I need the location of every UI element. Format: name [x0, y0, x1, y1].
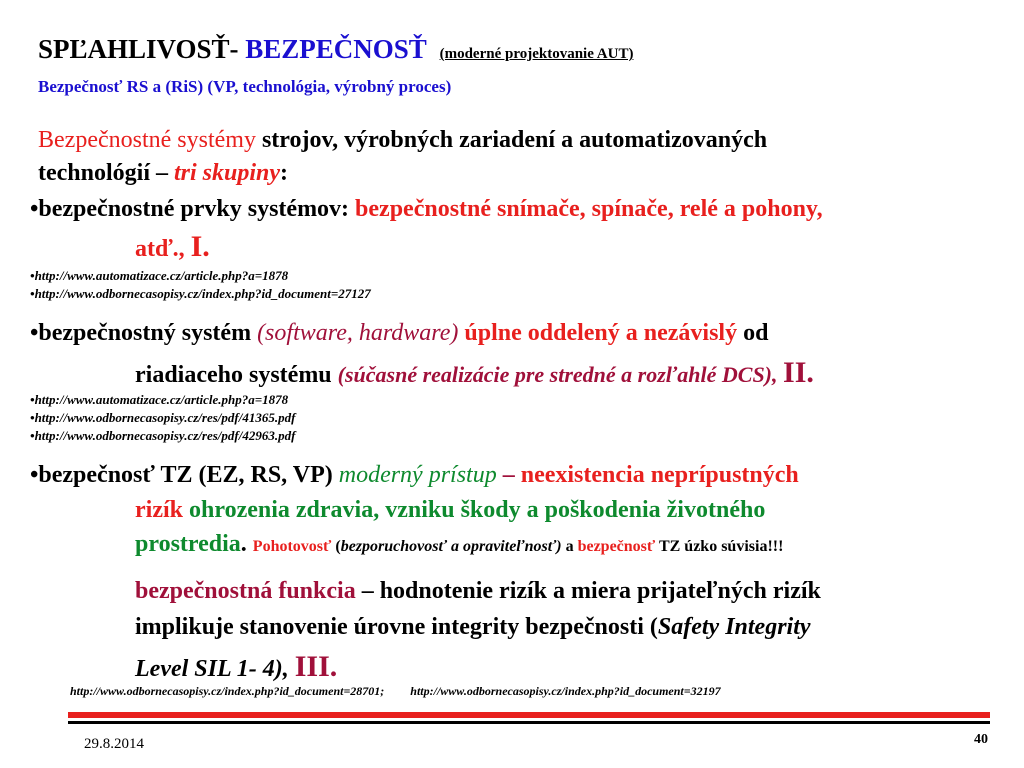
group2-italic1: (software, hardware) [257, 320, 459, 346]
footer-date: 29.8.2014 [84, 736, 144, 752]
group2-roman: II. [783, 356, 814, 389]
intro-line2b: tri skupiny [174, 160, 281, 186]
group2-link-1[interactable]: •http://www.automatizace.cz/article.php?a=1878 [30, 392, 289, 407]
group2-line-1 [30, 320, 768, 347]
group3-line-3 [135, 531, 783, 558]
group3-line-1 [30, 462, 799, 489]
group3-italic1: moderný prístup [338, 462, 497, 488]
intro-red: Bezpečnostné systémy [38, 127, 256, 153]
group3-func: bezpečnostná funkcia [135, 578, 356, 604]
group3-red1: neexistencia neprípustných [520, 462, 799, 488]
group1-line-1 [30, 196, 823, 223]
group2-red: úplne oddelený a nezávislý [458, 320, 738, 346]
title-accent: BEZPEČNOSŤ [245, 34, 427, 64]
group3-link-1[interactable]: http://www.odbornecasopisy.cz/index.php?id_document=28701; [70, 684, 385, 698]
group3-line-2 [135, 497, 765, 524]
group2-bullet: • [30, 320, 39, 346]
group1-link-1[interactable]: •http://www.automatizace.cz/article.php?a=1878 [30, 268, 289, 283]
footer-rule-black [68, 721, 990, 724]
group3-roman: III. [294, 650, 338, 683]
group3-small3: bezporuchovosť a opraviteľnosť) [340, 538, 562, 555]
group2-black2: od [737, 320, 769, 346]
slide-title [38, 34, 633, 65]
slide-subtitle: Bezpečnosť RS a (RiS) (VP, technológia, výrobný proces) [38, 77, 452, 96]
group3-green2: prostredia [135, 531, 241, 557]
group2-line-2 [135, 356, 814, 390]
group3-func-rest: – hodnotenie rizík a miera prijateľných rizík [355, 578, 821, 604]
group3-green1: ohrozenia zdravia, vzniku škody a poškodenia životného [183, 497, 766, 523]
group3-black1: bezpečnosť TZ (EZ, RS, VP) [38, 462, 339, 488]
group3-small2: ( [331, 538, 341, 555]
group2-black1: bezpečnostný systém [38, 320, 258, 346]
group3-line-b-text: implikuje stanovenie úrovne integrity bezpečnosti ( [135, 614, 658, 640]
group3-dot: . [240, 531, 253, 557]
intro-line-2 [38, 160, 288, 187]
group3-small1: Pohotovosť [252, 538, 332, 555]
group3-links [70, 684, 721, 699]
footer-page-number: 40 [974, 732, 988, 747]
group1-bullet: • [30, 196, 39, 222]
intro-line2a: technológií – [38, 160, 174, 186]
group1-link-2[interactable]: •http://www.odbornecasopisy.cz/index.php?id_document=27127 [30, 286, 371, 301]
title-main: SPĽAHLIVOSŤ- [38, 34, 246, 64]
group2-cont1: riadiaceho systému [135, 362, 338, 388]
intro-rest: strojov, výrobných zariadení a automatizovaných [255, 127, 768, 153]
group3-small6: TZ úzko súvisia!!! [655, 538, 784, 555]
group3-small5: bezpečnosť [577, 538, 656, 555]
group1-line-2 [135, 230, 210, 264]
group2-link-3[interactable]: •http://www.odbornecasopisy.cz/res/pdf/42963.pdf [30, 428, 296, 443]
group1-roman: I. [190, 230, 210, 263]
group3-small4: a [561, 538, 578, 555]
group3-line-b [135, 614, 811, 641]
group2-italic2: (súčasné realizácie pre stredné a rozľahlé DCS), [337, 362, 784, 387]
intro-line-1 [38, 127, 767, 154]
group3-func-line [135, 578, 821, 605]
title-note: (moderné projektovanie AUT) [439, 46, 634, 62]
intro-line2c: : [280, 160, 289, 186]
group1-cont: atď., [135, 236, 191, 262]
group3-line-c-italic: Level SIL 1- 4), [135, 656, 295, 682]
group1-red: bezpečnostné snímače, spínače, relé a pohony, [355, 196, 823, 222]
footer-rule-red [68, 712, 990, 718]
group3-red2: rizík [135, 497, 183, 523]
group3-line-b-italic: Safety Integrity [657, 614, 811, 640]
group3-dash: – [496, 462, 521, 488]
group3-bullet: • [30, 462, 39, 488]
group3-link-2[interactable]: http://www.odbornecasopisy.cz/index.php?id_document=32197 [410, 684, 721, 698]
group3-line-c [135, 650, 337, 684]
group1-black: bezpečnostné prvky systémov: [38, 196, 356, 222]
group2-link-2[interactable]: •http://www.odbornecasopisy.cz/res/pdf/41365.pdf [30, 410, 296, 425]
